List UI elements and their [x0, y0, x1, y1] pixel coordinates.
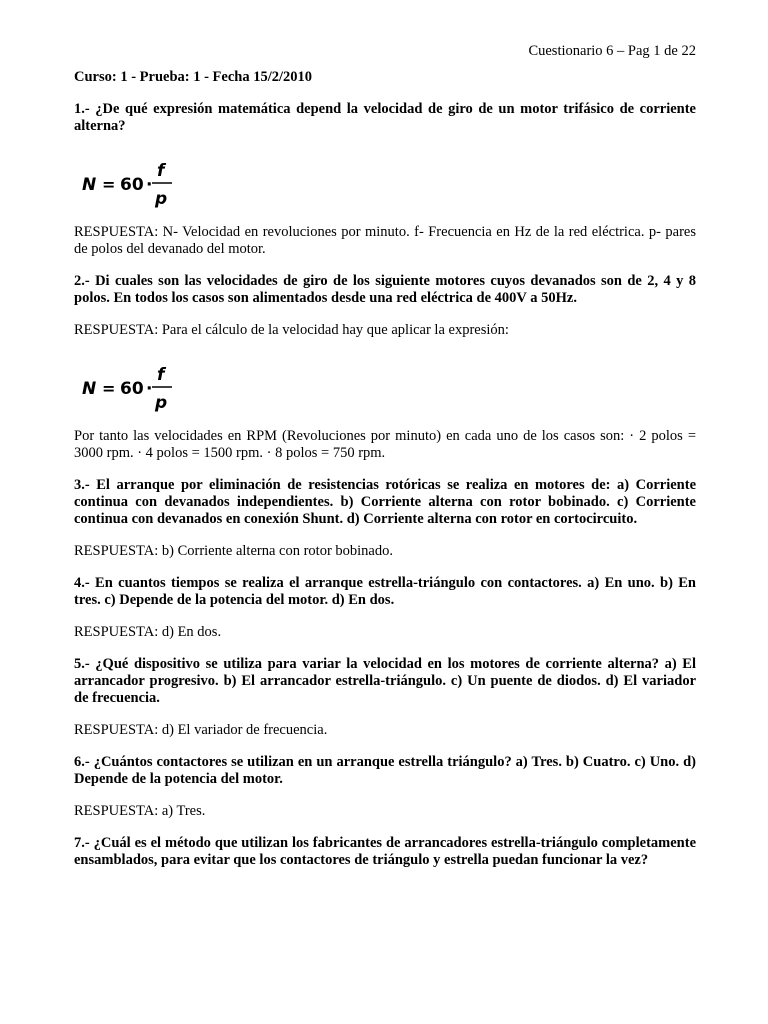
formula-numerator: f [157, 161, 165, 181]
answer-2: RESPUESTA: Para el cálculo de la velocidad hay que aplicar la expresión: [74, 322, 509, 338]
formula-speed-equation [80, 354, 190, 416]
answer-4: RESPUESTA: d) En dos. [74, 624, 222, 640]
course-line: Curso: 1 - Prueba: 1 - Fecha 15/2/2010 [74, 69, 313, 85]
formula-equals: = [102, 379, 116, 398]
formula-lhs: N [82, 175, 97, 195]
question-1: 1.- ¿De qué expresión matemática depend la velocidad de giro de un motor trifásico de corriente alterna? [74, 101, 696, 134]
formula-speed-2 [74, 354, 696, 416]
question-3: 3.- El arranque por eliminación de resistencias rotóricas se realiza en motores de: a) Corriente continua con devanados independientes. b) Corriente alterna con rotor bobinado. c) Corriente continua con devanados en conexión Shunt. d) Corriente alterna con rotor en cortocircuito. [74, 477, 696, 527]
answer-3: RESPUESTA: b) Corriente alterna con rotor bobinado. [74, 543, 393, 559]
formula-coefficient: 60 [120, 175, 144, 195]
question-6: 6.- ¿Cuántos contactores se utilizan en un arranque estrella triángulo? a) Tres. b) Cuatro. c) Uno. d) Depende de la potencia del motor. [74, 754, 696, 787]
answer-5: RESPUESTA: d) El variador de frecuencia. [74, 722, 328, 738]
formula-lhs: N [82, 379, 97, 399]
question-2: 2.- Di cuales son las velocidades de giro de los siguiente motores cuyos devanados son de 2, 4 y 8 polos. En todos los casos son alimentados desde una red eléctrica de 400V a 50Hz. [74, 273, 696, 306]
formula-dot: · [146, 379, 153, 399]
formula-speed-equation [80, 150, 190, 212]
formula-numerator: f [157, 365, 165, 385]
formula-speed-1 [74, 150, 696, 212]
document-body [74, 69, 696, 884]
answer-6: RESPUESTA: a) Tres. [74, 803, 206, 819]
formula-equals: = [102, 175, 116, 194]
page-header: Cuestionario 6 – Pag 1 de 22 [528, 43, 696, 59]
answer-1: RESPUESTA: N- Velocidad en revoluciones por minuto. f- Frecuencia en Hz de la red eléctrica. p- pares de polos del devanado del motor. [74, 224, 696, 257]
answer-2-followup: Por tanto las velocidades en RPM (Revoluciones por minuto) en cada uno de los casos son: · 2 polos = 3000 rpm. · 4 polos = 1500 rpm. · 8 polos = 750 rpm. [74, 428, 696, 461]
formula-coefficient: 60 [120, 379, 144, 399]
question-7: 7.- ¿Cuál es el método que utilizan los fabricantes de arrancadores estrella-triángulo completamente ensamblados, para evitar que los contactores de triángulo y estrella puedan funcionar la vez? [74, 835, 696, 868]
question-4: 4.- En cuantos tiempos se realiza el arranque estrella-triángulo con contactores. a) En uno. b) En tres. c) Depende de la potencia del motor. d) En dos. [74, 575, 696, 608]
formula-denominator: p [155, 189, 168, 209]
formula-denominator: p [155, 393, 168, 413]
question-5: 5.- ¿Qué dispositivo se utiliza para variar la velocidad en los motores de corriente alterna? a) El arrancador progresivo. b) El arrancador estrella-triángulo. c) Un puente de diodos. d) El variador de frecuencia. [74, 656, 696, 706]
formula-dot: · [146, 175, 153, 195]
